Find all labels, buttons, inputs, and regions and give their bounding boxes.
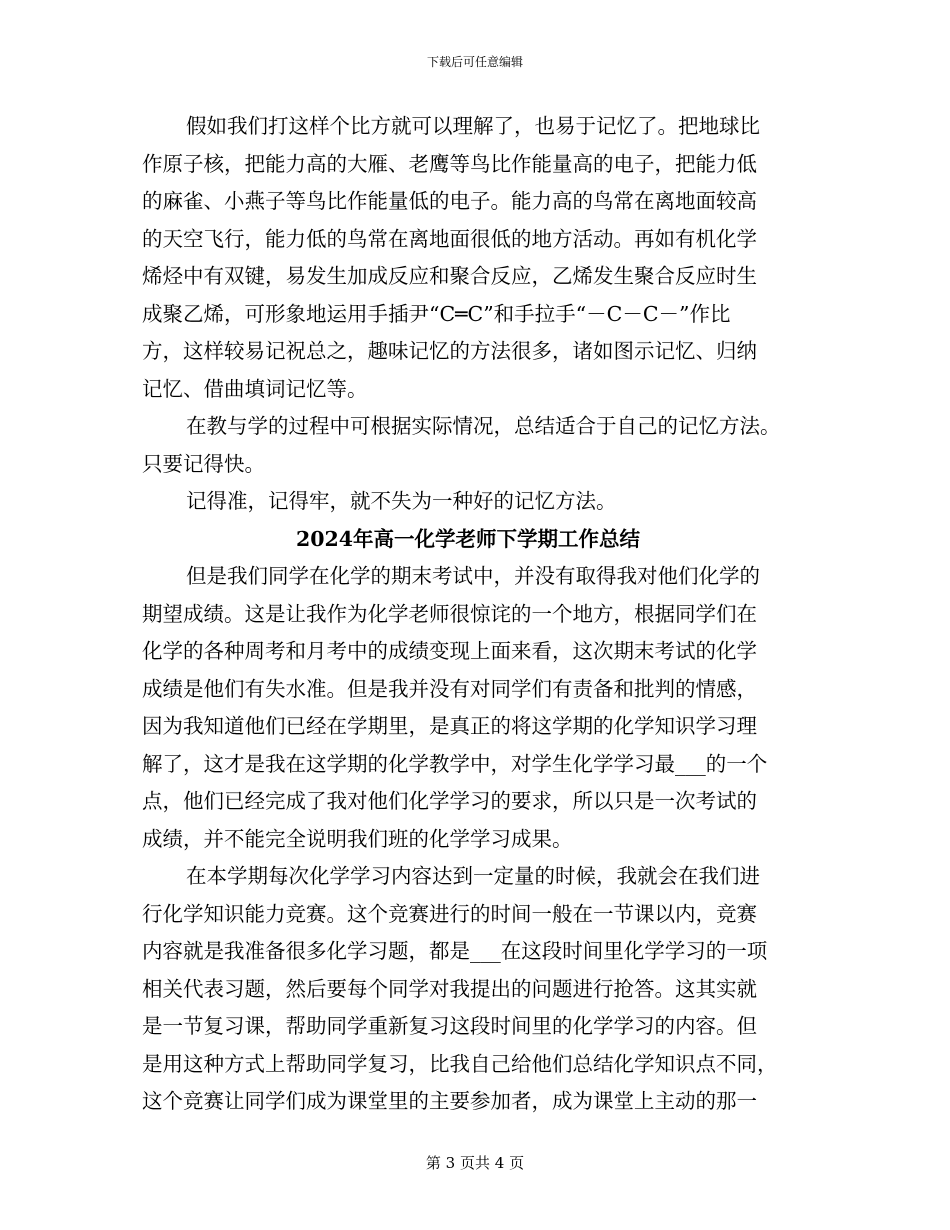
paragraph-line: 成绩是他们有失水准。但是我并没有对同学们有责备和批判的情感， <box>142 676 757 701</box>
paragraph-line: 期望成绩。这是让我作为化学老师很惊诧的一个地方，根据同学们在 <box>142 601 757 626</box>
paragraph-line: 在教与学的过程中可根据实际情况，总结适合于自己的记忆方法。 <box>186 414 781 438</box>
paragraph-line: 烯烃中有双键，易发生加成反应和聚合反应，乙烯发生聚合反应时生 <box>142 264 757 288</box>
document-body <box>142 108 814 1121</box>
paragraph-line: 成聚乙烯，可形象地运用手插尹“C═C”和手拉手“－C－C－”作比 <box>142 301 731 326</box>
section-title: 2024年高一化学老师下学期工作总结 <box>295 526 641 551</box>
paragraph-line: 记忆、借曲填词记忆等。 <box>142 376 368 401</box>
paragraph-line: 只要记得快。 <box>142 451 265 476</box>
paragraph-line: 这个竞赛让同学们成为课堂里的主要参加者，成为课堂上主动的那一 <box>142 1089 757 1113</box>
page-header: 下载后可任意编辑 <box>426 55 523 69</box>
paragraph-line: 行化学知识能力竞赛。这个竞赛进行的时间一般在一节课以内，竞赛 <box>142 901 757 926</box>
paragraph-line: 的天空飞行，能力低的鸟常在离地面很低的地方活动。再如有机化学 <box>142 226 757 251</box>
paragraph-line: 化学的各种周考和月考中的成绩变现上面来看，这次期末考试的化学 <box>142 639 757 663</box>
paragraph-line: 是一节复习课，帮助同学重新复习这段时间里的化学学习的内容。但 <box>142 1014 757 1038</box>
paragraph-line: 但是我们同学在化学的期末考试中，并没有取得我对他们化学的 <box>186 564 760 588</box>
paragraph-line: 解了，这才是我在这学期的化学教学中，对学生化学学习最___的一个 <box>142 751 768 776</box>
paragraph-line: 点，他们已经完成了我对他们化学学习的要求，所以只是一次考试的 <box>142 789 757 813</box>
paragraph-line: 记得准，记得牢，就不失为一种好的记忆方法。 <box>186 489 617 513</box>
paragraph-line: 作原子核，把能力高的大雁、老鹰等鸟比作能量高的电子，把能力低 <box>142 151 757 176</box>
paragraph-line: 是用这种方式上帮助同学复习，比我自己给他们总结化学知识点不同， <box>142 1051 778 1076</box>
paragraph-line: 方，这样较易记祝总之，趣味记忆的方法很多，诸如图示记忆、归纳 <box>142 339 757 363</box>
paragraph-line: 假如我们打这样个比方就可以理解了，也易于记忆了。把地球比 <box>186 114 760 138</box>
paragraph-line: 内容就是我准备很多化学习题，都是___在这段时间里化学学习的一项 <box>142 939 768 963</box>
page-footer: 第 3 页共 4 页 <box>425 1154 525 1172</box>
paragraph-line: 因为我知道他们已经在学期里，是真正的将这学期的化学知识学习理 <box>142 714 757 738</box>
paragraph-line: 在本学期每次化学学习内容达到一定量的时候，我就会在我们进 <box>186 864 760 888</box>
paragraph-line: 相关代表习题，然后要每个同学对我提出的问题进行抢答。这其实就 <box>142 976 757 1001</box>
paragraph-line: 的麻雀、小燕子等鸟比作能量低的电子。能力高的鸟常在离地面较高 <box>142 189 757 213</box>
paragraph-line: 成绩，并不能完全说明我们班的化学学习成果。 <box>142 826 573 851</box>
